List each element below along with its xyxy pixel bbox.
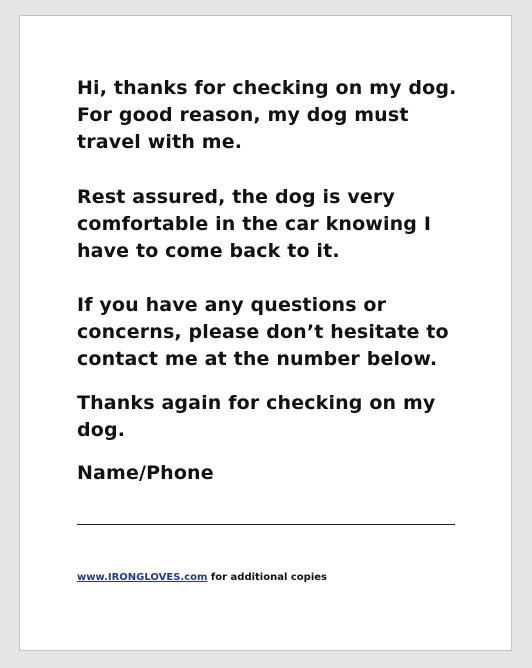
greeting-line-3: travel with me. <box>77 131 243 153</box>
name-phone-text: Name/Phone <box>77 462 214 484</box>
reassurance-line-2: comfortable in the car knowing I <box>77 213 432 235</box>
signature-line <box>77 524 455 525</box>
name-phone-label <box>77 460 497 487</box>
contact-paragraph <box>77 292 497 373</box>
reassurance-paragraph <box>77 184 497 265</box>
footer-note <box>77 571 327 585</box>
thanks-paragraph <box>77 390 497 444</box>
contact-line-1: If you have any questions or <box>77 294 387 316</box>
greeting-line-1: Hi, thanks for checking on my dog. <box>77 77 457 99</box>
greeting-paragraph <box>77 75 497 156</box>
contact-line-2: concerns, please don’t hesitate to <box>77 321 449 343</box>
footer-suffix: for additional copies <box>207 572 328 583</box>
document-page <box>19 15 512 651</box>
reassurance-line-3: have to come back to it. <box>77 240 340 262</box>
thanks-line-1: Thanks again for checking on my <box>77 392 436 414</box>
thanks-line-2: dog. <box>77 419 126 441</box>
reassurance-line-1: Rest assured, the dog is very <box>77 186 395 208</box>
contact-line-3: contact me at the number below. <box>77 348 438 370</box>
website-link[interactable]: www.IRONGLOVES.com <box>77 572 208 583</box>
greeting-line-2: For good reason, my dog must <box>77 104 409 126</box>
